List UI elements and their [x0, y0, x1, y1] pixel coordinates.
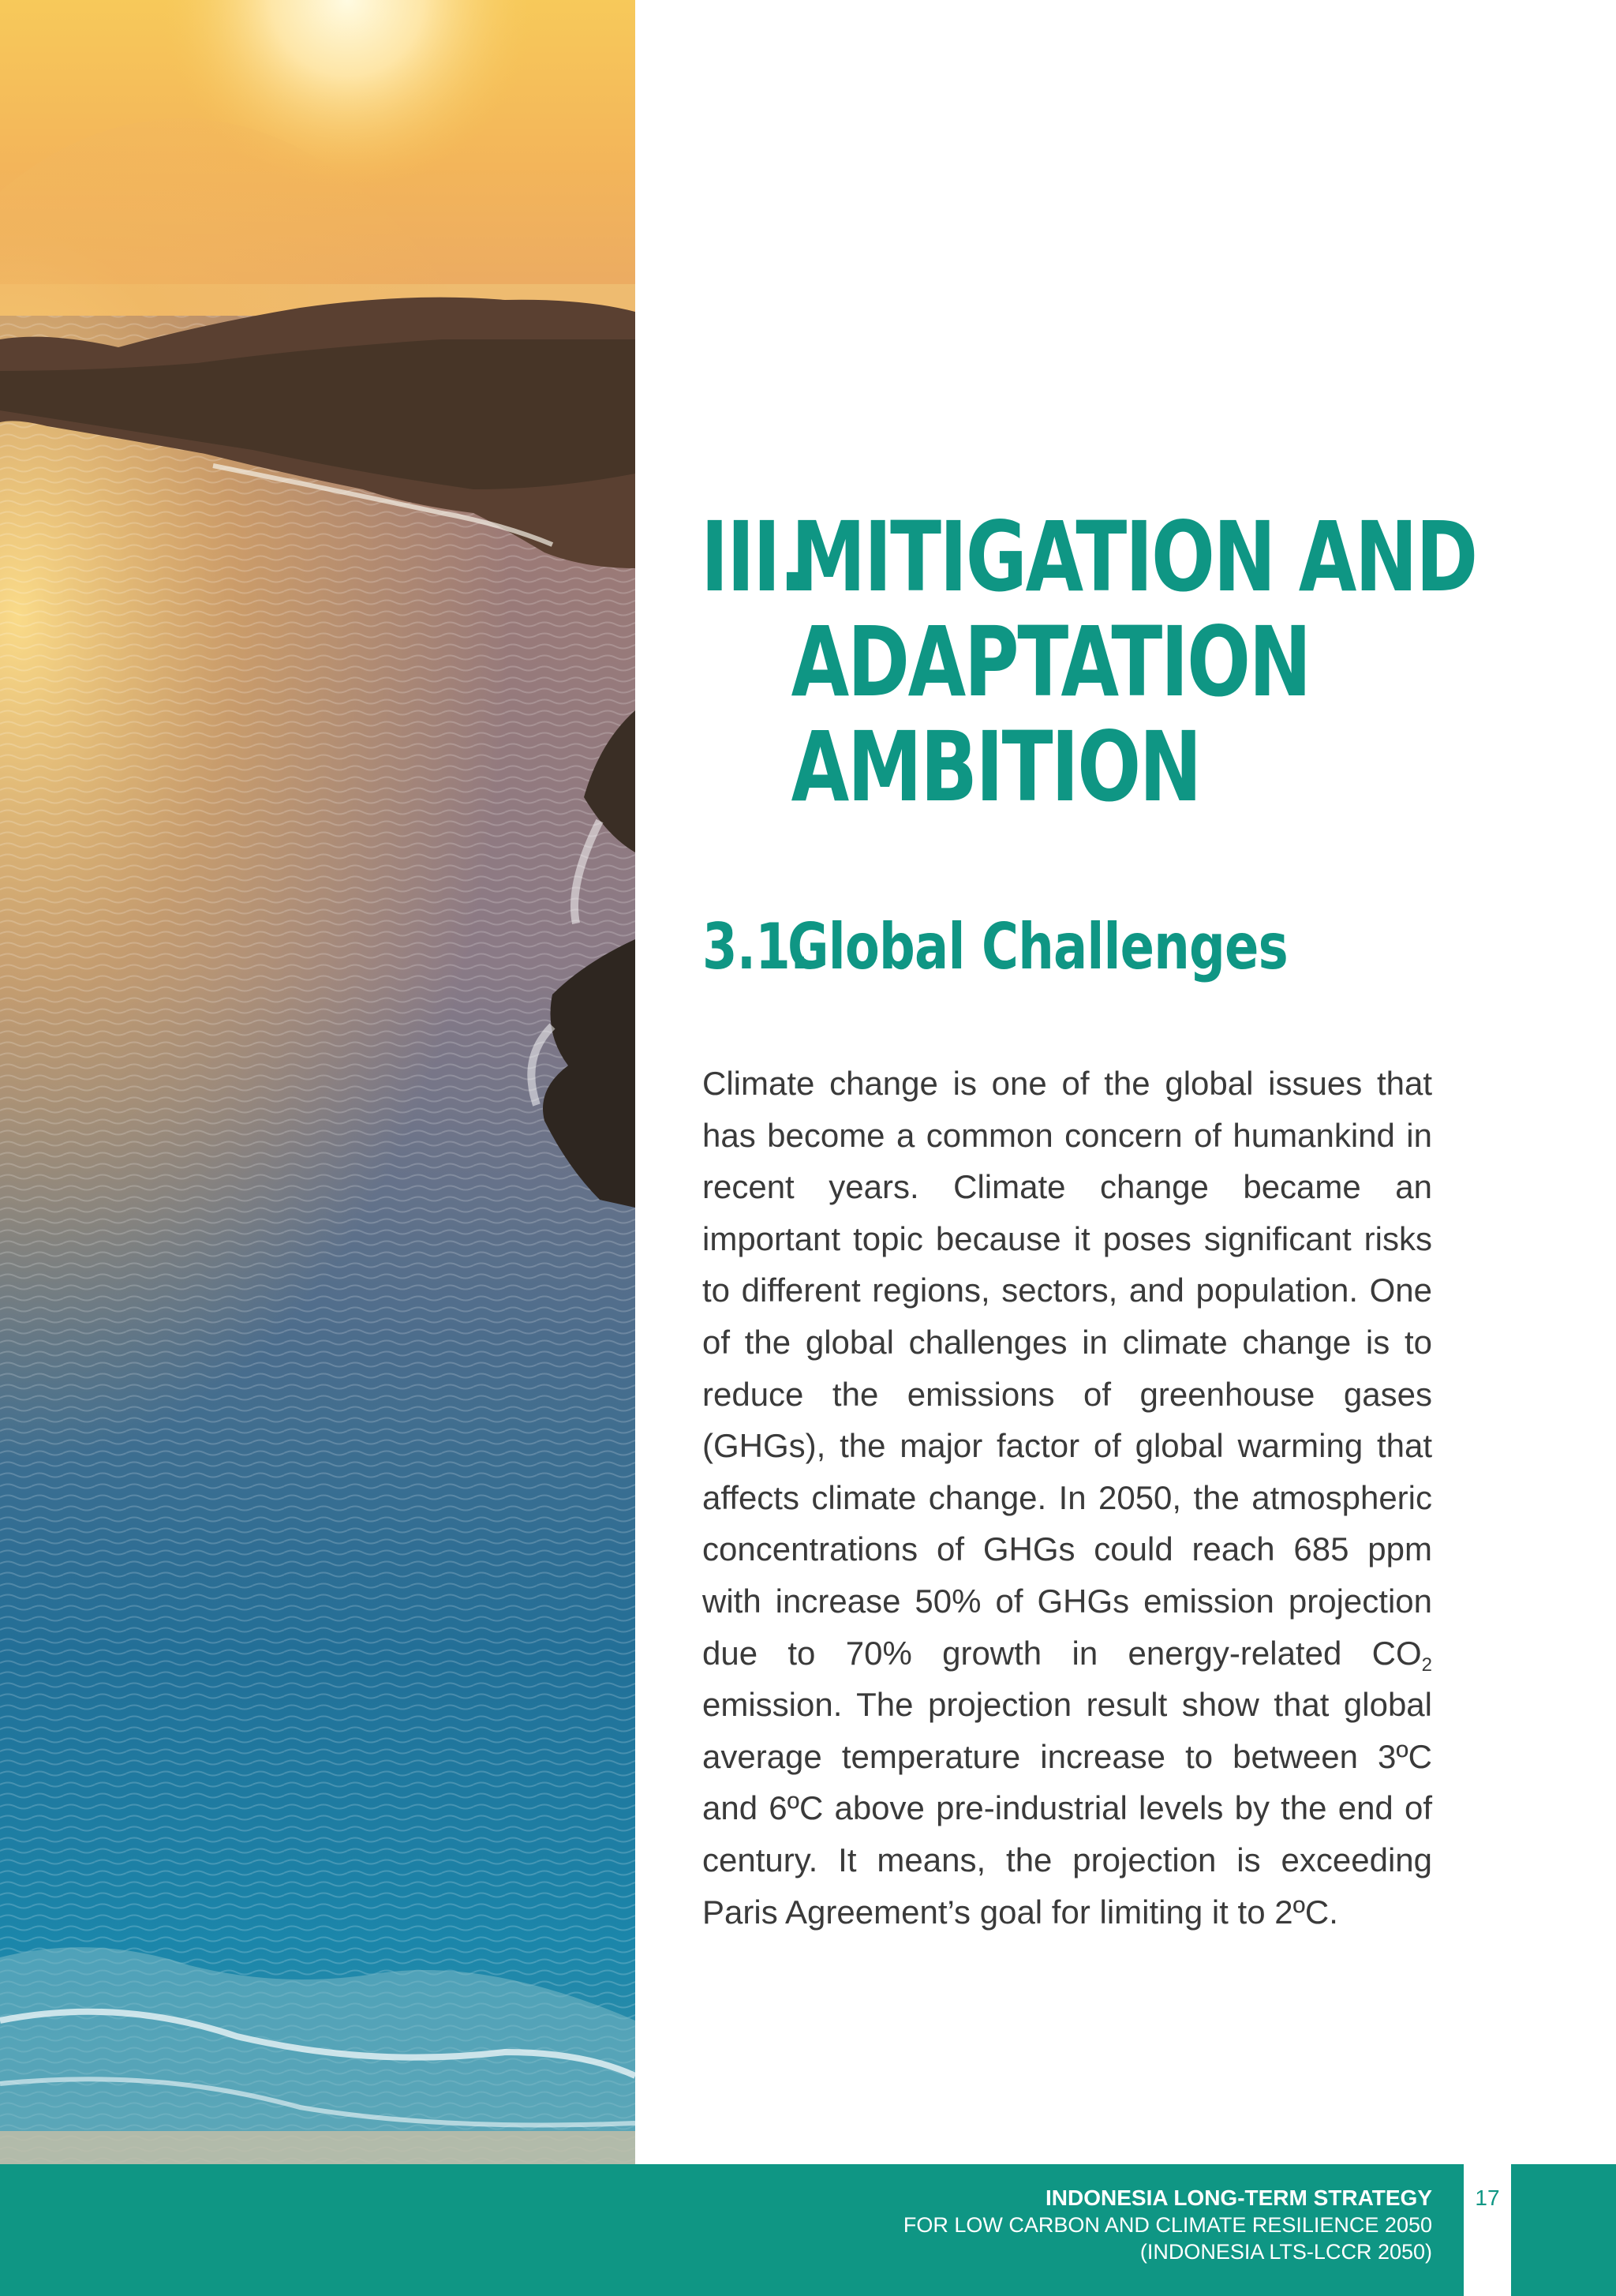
cover-photo-sea-sunset: [0, 0, 635, 2164]
footer-line-1: INDONESIA LONG-TERM STRATEGY: [1046, 2186, 1432, 2210]
chapter-heading: [701, 501, 1476, 823]
section-number: 3.1.: [702, 910, 809, 983]
footer-document-title: [903, 2185, 1432, 2265]
section-heading: [702, 908, 1288, 987]
footer-right-block: [1511, 2164, 1616, 2296]
body-text-part-2: emission. The projection result show that global average temperature increase to between 3ºC and 6ºC above pre-industrial levels by the end of century. It means, the projection is exceeding Paris Agreement’s goal for limiting it to 2ºC.: [702, 1686, 1432, 1931]
body-paragraph: [702, 1058, 1432, 1938]
sea-sunset-illustration: [0, 0, 635, 2164]
chapter-title-line-1: MITIGATION AND: [791, 501, 1476, 613]
section-title: Global Challenges: [787, 910, 1288, 983]
chapter-number: III.: [701, 501, 806, 613]
footer-line-2: FOR LOW CARBON AND CLIMATE RESILIENCE 2050: [903, 2213, 1432, 2237]
footer-line-3: (INDONESIA LTS-LCCR 2050): [1139, 2240, 1432, 2264]
chapter-title-line-3: AMBITION: [791, 711, 1201, 823]
chapter-title-line-2: ADAPTATION: [791, 606, 1310, 718]
page-number: 17: [1475, 2186, 1500, 2210]
co2-subscript: 2: [1421, 1654, 1432, 1676]
body-text-part-1: Climate change is one of the global issues that has become a common concern of humankind in recent years. Climate change became an important topic because it poses significant risks to different regions, sectors, and population. One of the global challenges in climate change is to reduce the emissions of greenhouse gases (GHGs), the major factor of global warming that affects climate change. In 2050, the atmospheric concentrations of GHGs could reach 685 ppm with increase 50% of GHGs emission projection due to 70% growth in energy-related CO: [702, 1065, 1432, 1672]
